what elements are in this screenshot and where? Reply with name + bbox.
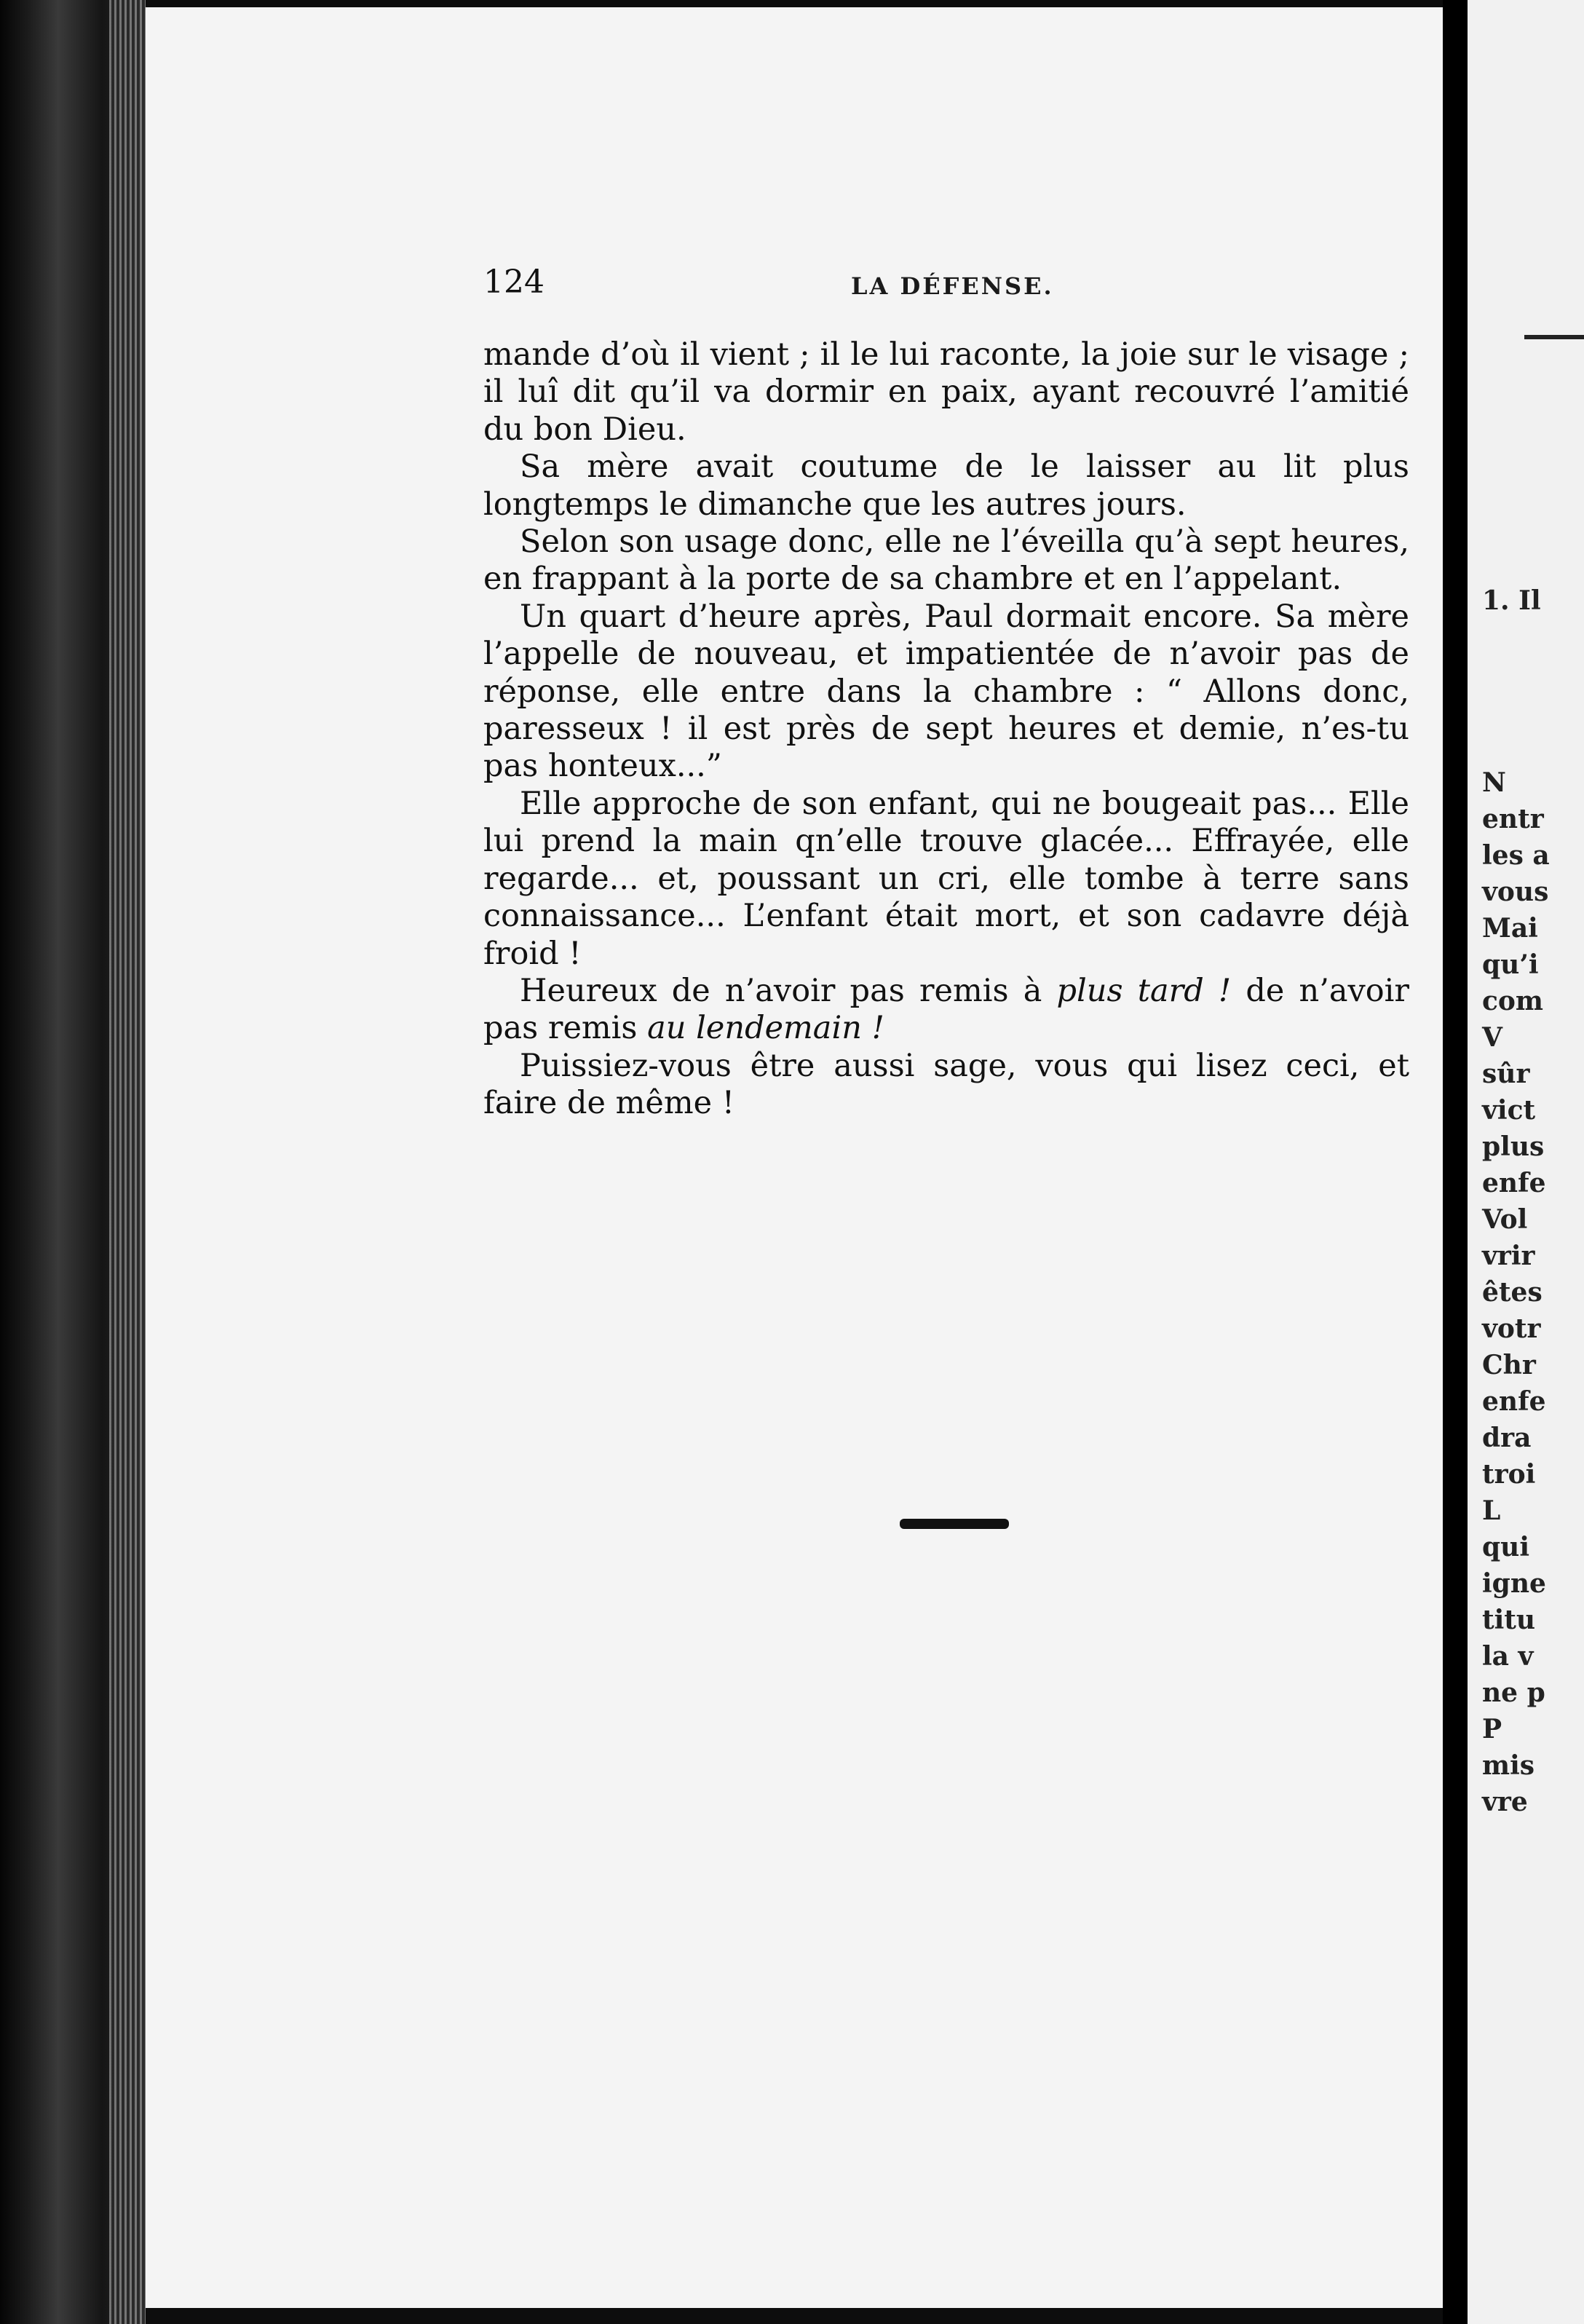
paragraph-6: [483, 973, 1409, 1048]
page-edge-shadow: [1443, 0, 1468, 2324]
section-separator: [900, 1519, 1009, 1529]
adjacent-page-fragment: [1468, 0, 1584, 2324]
paragraph-7: Puissiez-vous être aussi sage, vous qui lisez ceci, et faire de même !: [483, 1047, 1409, 1122]
paragraph-6-text-b: de n’avoir pas remis: [483, 972, 1409, 1047]
body-text: [483, 336, 1409, 1123]
adjacent-page-text: 1. Il N entr les a vous Mai qu’i com V sûr vict plus enfe Vol vrir êtes votr Chr enfe dra troi L qui igne titu la v ne p P mis vre: [1482, 585, 1550, 1817]
book-gutter: [0, 0, 146, 2324]
paragraph-2: Sa mère avait coutume de le laisser au lit plus longtemps le dimanche que les autres jours.: [483, 448, 1409, 523]
paragraph-4: Un quart d’heure après, Paul dormait encore. Sa mère l’appelle de nouveau, et impatientée de n’avoir pas de réponse, elle entre dans la chambre : “ Allons donc, paresseux ! il est près de sept heures et demie, n’es-tu pas honteux...”: [483, 598, 1409, 785]
paragraph-1: mande d’où il vient ; il le lui raconte, la joie sur le visage ; il luî dit qu’il va dormir en paix, ayant recouvré l’amitié du bon Dieu.: [483, 336, 1409, 448]
emphasis-au-lendemain: au lendemain !: [647, 1010, 884, 1047]
adjacent-page-rule: [1524, 335, 1584, 339]
paragraph-3: Selon son usage donc, elle ne l’éveilla qu’à sept heures, en frappant à la porte de sa chambre et en l’appelant.: [483, 523, 1409, 598]
running-title: LA DÉFENSE.: [851, 272, 1054, 300]
paragraph-5: Elle approche de son enfant, qui ne bougeait pas... Elle lui prend la main qn’elle trouve glacée... Effrayée, elle regarde... et, poussant un cri, elle tombe à terre sans connaissance... L’enfant était mort, et son cadavre déjà froid !: [483, 785, 1409, 972]
page-number: 124: [483, 264, 544, 301]
paragraph-6-text-a: Heureux de n’avoir pas remis à: [520, 972, 1057, 1009]
running-head: [483, 264, 1422, 307]
emphasis-plus-tard: plus tard !: [1056, 972, 1232, 1009]
